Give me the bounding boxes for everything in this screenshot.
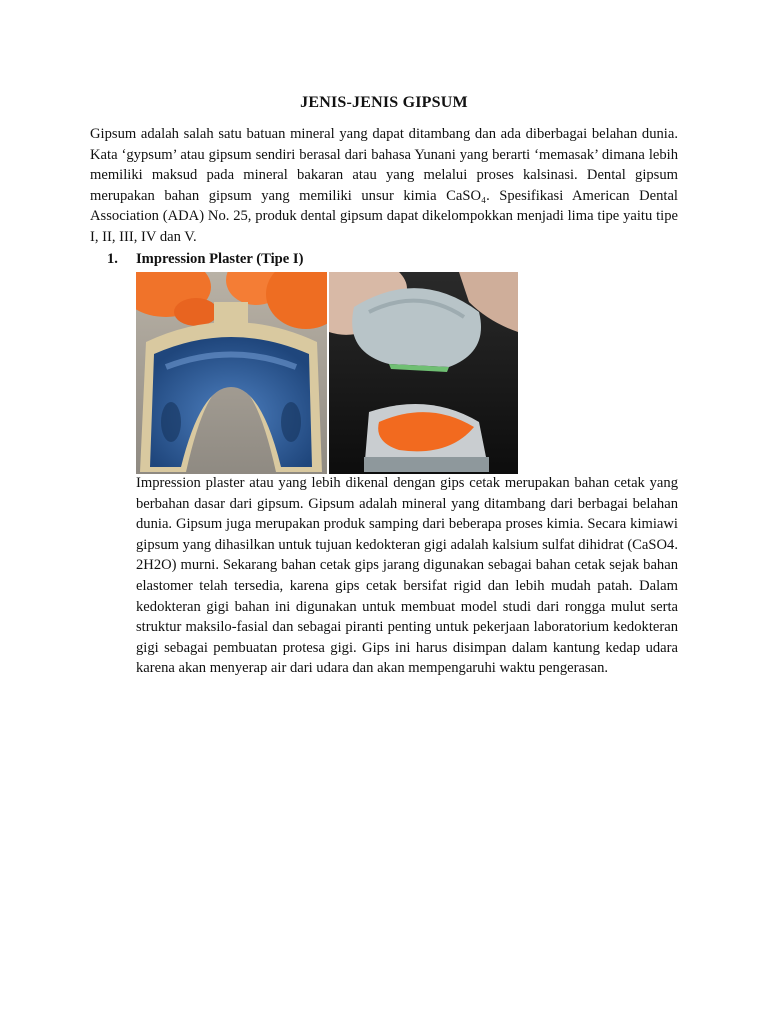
- section-body-paragraph: Impression plaster atau yang lebih dikenal dengan gips cetak merupakan bahan cetak yang berbahan dasar dari gipsum. Gipsum adalah mineral yang ditambang dari berbagai belahan dunia. Gipsum juga merupakan produk samping dari beberapa proses kimia. Secara kimiawi gipsum yang dihasilkan untuk tujuan kedokteran gigi adalah kalsium sulfat dihidrat (CaSO4. 2H2O) murni. Sekarang bahan cetak gips jarang digunakan sebagai bahan cetak sejak bahan elastomer telah tersedia, karena gips cetak bersifat rigid dan lebih mudah patah. Dalam kedokteran gigi bahan ini digunakan untuk membuat model studi dari rongga mulut serta struktur maksilo-fasial dan sebagai piranti penting untuk pekerjaan laboratorium kedokteran gigi sebagai pembuatan protesa gigi. Gips ini harus disimpan dalam kantung kedap udara karena akan menyerap air dari udara dan akan mempengaruhi waktu pengerasan.: [136, 475, 678, 677]
- intro-paragraph: Gipsum adalah salah satu batuan mineral yang dapat ditambang dan ada diberbagai belahan dunia. Kata ‘gypsum’ atau gipsum sendiri berasal dari bahasa Yunani yang berarti ‘memasak’ dimana lebih memiliki maksud pada mineral bakaran atau yang melalui proses kalsinasi. Dental gipsum merupakan bahan gipsum yang memiliki unsur kimia CaSO₄. Spesifikasi American Dental Association (ADA) No. 25, produk dental gipsum dapat dikelompokkan menjadi lima tipe yaitu tipe I, II, III, IV dan V.: [90, 126, 678, 245]
- impression-tray-photo: [136, 272, 327, 474]
- section-heading: [107, 251, 303, 268]
- section-heading-text: Impression Plaster (Tipe I): [136, 251, 304, 267]
- page-title: JENIS-JENIS GIPSUM: [300, 94, 468, 111]
- section-number: 1.: [107, 251, 118, 267]
- gypsum-model-photo: [329, 272, 518, 474]
